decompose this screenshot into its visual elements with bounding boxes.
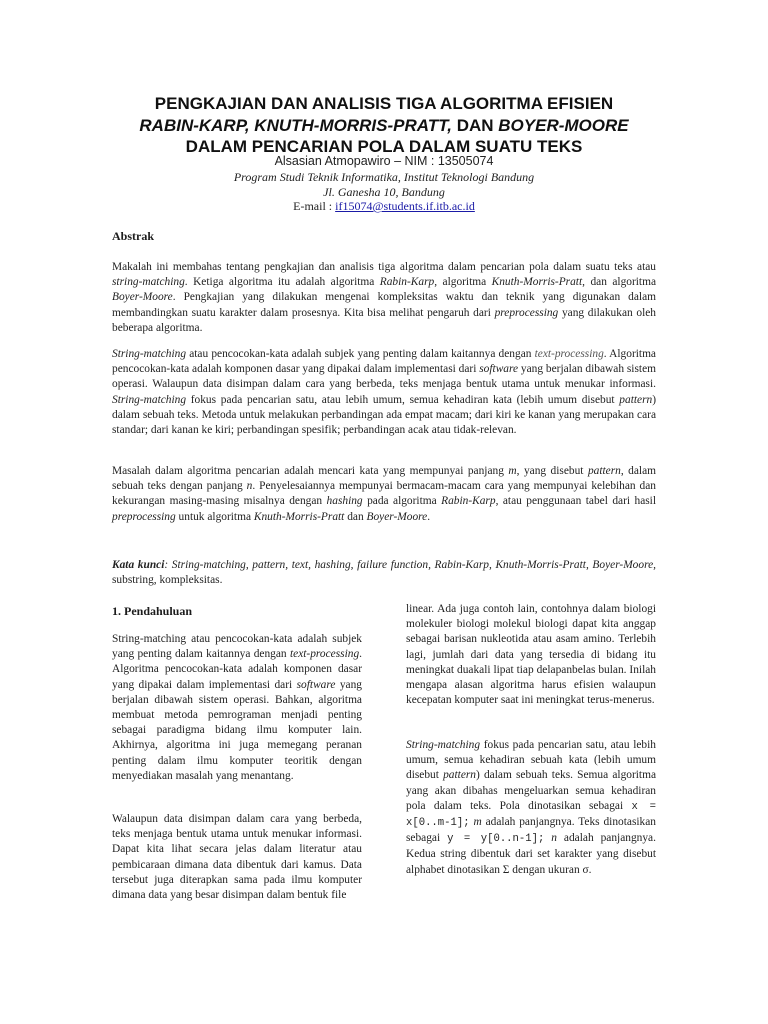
text-run: Knuth-Morris-Pratt <box>253 510 345 523</box>
right-column-paragraph-2 <box>406 738 656 878</box>
text-run: . Penyelesaiannya mempunyai bermacam-macam cara yang mempunyai kelebihan dan kekurangan masing-masing misalnya dengan <box>112 480 656 508</box>
text-run: untuk algoritma <box>175 510 254 523</box>
text-run: text-processing <box>289 648 360 661</box>
right-column-paragraph-1 <box>406 602 656 708</box>
author-line: Alsasian Atmopawiro – NIM : 13505074 <box>274 154 494 168</box>
text-run: . Algoritma pencocokan-kata adalah komponen dasar yang dipakai dalam implementasi dari <box>112 348 656 376</box>
text-run: preprocessing <box>112 510 176 523</box>
text-run: . Algoritma pencocokan-kata adalah komponen dasar yang dipakai dalam implementasi dari <box>112 648 362 691</box>
text-run: preprocessing <box>494 306 559 319</box>
section-heading-introduction: 1. Pendahuluan <box>112 604 193 618</box>
abstract-paragraph-1 <box>112 260 656 336</box>
text-run: pada algoritma <box>362 495 442 508</box>
text-run: pattern <box>619 393 653 406</box>
email-label: E-mail : <box>293 199 336 213</box>
text-run: yang dilakukan oleh beberapa algoritma. <box>112 306 656 334</box>
text-run: String-matching atau pencocokan-kata adalah subjek yang penting dalam kaitannya dengan <box>112 633 362 661</box>
title-algorithms: RABIN-KARP, KNUTH-MORRIS-PRATT, <box>139 116 452 135</box>
text-run: String-matching <box>112 393 187 406</box>
text-notation: y = y[0..n-1]; <box>447 833 545 846</box>
text-run: , dalam sebuah teks dengan panjang <box>112 465 656 493</box>
text-run: dan <box>344 510 367 523</box>
title-boyer-moore: BOYER-MOORE <box>498 116 629 135</box>
text-run: linear. Ada juga contoh lain, contohnya dalam biologi molekuler biologi molekul biologi dapat kita anggap sebagai barisan nukleotida atau asam amino. Terlebih lagi, jumlah dari data yang tersedia di bidang itu meningkat duakali lipat tiap delapanbelas bulan. Inilah mengapa alasan algoritma harus efisien walaupun kecepatan komputer saat ini meningkat terus-menerus. <box>406 603 656 707</box>
text-run: Knuth-Morris-Pratt <box>491 276 583 289</box>
left-column-paragraph-2 <box>112 812 362 903</box>
text-run: atau pencocokan-kata adalah subjek yang penting dalam kaitannya dengan <box>186 348 535 360</box>
text-run: ) dalam sebuah teks. Metoda untuk melakukan perbandingan ada empat macam; dari kiri ke kanan yang merupakan cara standar; dari kanan ke kiri; perbandingan spesifik; perbandingan acak atau tidak-relevan. <box>112 393 656 437</box>
text-run: m <box>473 816 482 829</box>
text-run: adalah panjangnya. Teks dinotasikan sebagai <box>406 816 656 845</box>
text-run: pattern <box>443 769 476 782</box>
text-run: . Ketiga algoritma itu adalah algoritma <box>184 276 380 289</box>
text-run: , algoritma <box>434 276 492 289</box>
text-run: , yang disebut <box>516 465 588 477</box>
text-run: n <box>246 480 253 493</box>
text-run: adalah panjangnya. Kedua string dibentuk dari set karakter yang disebut alphabet dinotasikan Σ dengan ukuran σ. <box>406 832 656 876</box>
text-run: software <box>479 363 519 376</box>
text-run: Walaupun data disimpan dalam cara yang berbeda, teks menjaga bentuk utama untuk menukar informasi. Dapat kita lihat secara jelas dalam literatur atau pembicaraan dimana data dibentuk dari kamus. Data tersebut juga diterapkan sama pada ilmu komputer dimana data yang besar disimpan dalam bentuk file <box>112 813 362 902</box>
text-run: Boyer-Moore <box>112 291 173 304</box>
text-run: fokus pada pencarian satu, atau lebih umum, semua kehadiran kata (lebih umum disebut <box>186 393 620 406</box>
paper-title-line1: PENGKAJIAN DAN ANALISIS TIGA ALGORITMA EFISIEN <box>154 94 614 113</box>
paper-title-line2 <box>0 115 768 137</box>
text-run: . Pengkajian yang dilakukan mengenai kompleksitas waktu dan teknik yang digunakan dalam membandingkan suatu karakter dalam prosesnya. Kita bisa melihat pengaruh dari <box>112 291 656 319</box>
text-run: yang berjalan dibawah sistem operasi. Bahkan, algoritma membuat metoda pemrograman menjadi penting sebagai paradigma bidang ilmu komputer lain. Akhirnya, algoritma ini juga memegang peranan penting dalam ilmu komputer teoritik dengan menyediakan masalah yang menantang. <box>112 678 362 782</box>
paper-title-line3: DALAM PENCARIAN POLA DALAM SUATU TEKS <box>185 137 583 156</box>
left-column-paragraph-1 <box>112 632 362 784</box>
text-run: , atau penggunaan tabel dari hasil <box>495 495 657 508</box>
text-run: Boyer-Moore <box>366 510 428 523</box>
email-link[interactable]: if15074@students.if.itb.ac.id <box>335 199 475 213</box>
text-run: hashing <box>326 495 363 508</box>
keywords-tail: substring, kompleksitas. <box>112 574 223 587</box>
text-run: fokus pada pencarian satu, atau lebih umum, semua kehadiran sebuah kata (lebih umum disebut <box>406 739 656 782</box>
text-run: n <box>551 832 557 845</box>
text-run: . <box>427 510 431 523</box>
text-run: String-matching <box>406 739 481 751</box>
text-run: Rabin-Karp <box>441 495 496 508</box>
text-run: Rabin-Karp <box>379 276 435 289</box>
text-run: m <box>508 465 517 477</box>
pattern-notation: x = x[0..m-1]; <box>406 800 656 830</box>
abstract-paragraph-3 <box>112 464 656 525</box>
title-conjunction: DAN <box>451 116 499 135</box>
abstract-heading: Abstrak <box>112 229 155 243</box>
keywords-paragraph <box>112 558 656 588</box>
abstract-paragraph-2 <box>112 347 656 438</box>
email-line <box>0 199 768 214</box>
text-run: text-processing <box>534 348 604 360</box>
text-run: string-matching <box>112 276 185 289</box>
text-run: software <box>296 678 336 691</box>
text-run: Masalah dalam algoritma pencarian adalah mencari kata yang mempunyai panjang <box>112 465 509 477</box>
text-run: ) dalam sebuah teks. Semua algoritma yang akan dibahas mengeluarkan semua kehadiran pola dalam teks. Pola dinotasikan sebagai <box>406 769 656 812</box>
keywords-list: : String-matching, pattern, text, hashing, failure function, Rabin-Karp, Knuth-Morris-Pratt, Boyer-Moore, <box>164 559 656 571</box>
text-run: , dan algoritma <box>582 276 656 289</box>
address-line: Jl. Ganesha 10, Bandung <box>323 185 445 199</box>
text-run: String-matching <box>112 348 187 360</box>
affiliation-line: Program Studi Teknik Informatika, Institut Teknologi Bandung <box>233 170 535 184</box>
text-run: Makalah ini membahas tentang pengkajian dan analisis tiga algoritma dalam pencarian pola dalam suatu teks atau <box>112 261 656 273</box>
text-run: pattern <box>587 465 621 477</box>
keywords-label: Kata kunci <box>112 559 165 571</box>
text-run: yang berjalan dibawah sistem operasi. Walaupun data disimpan dalam cara yang berbeda, teks menjaga bentuk utama untuk menukar informasi. <box>112 363 656 391</box>
